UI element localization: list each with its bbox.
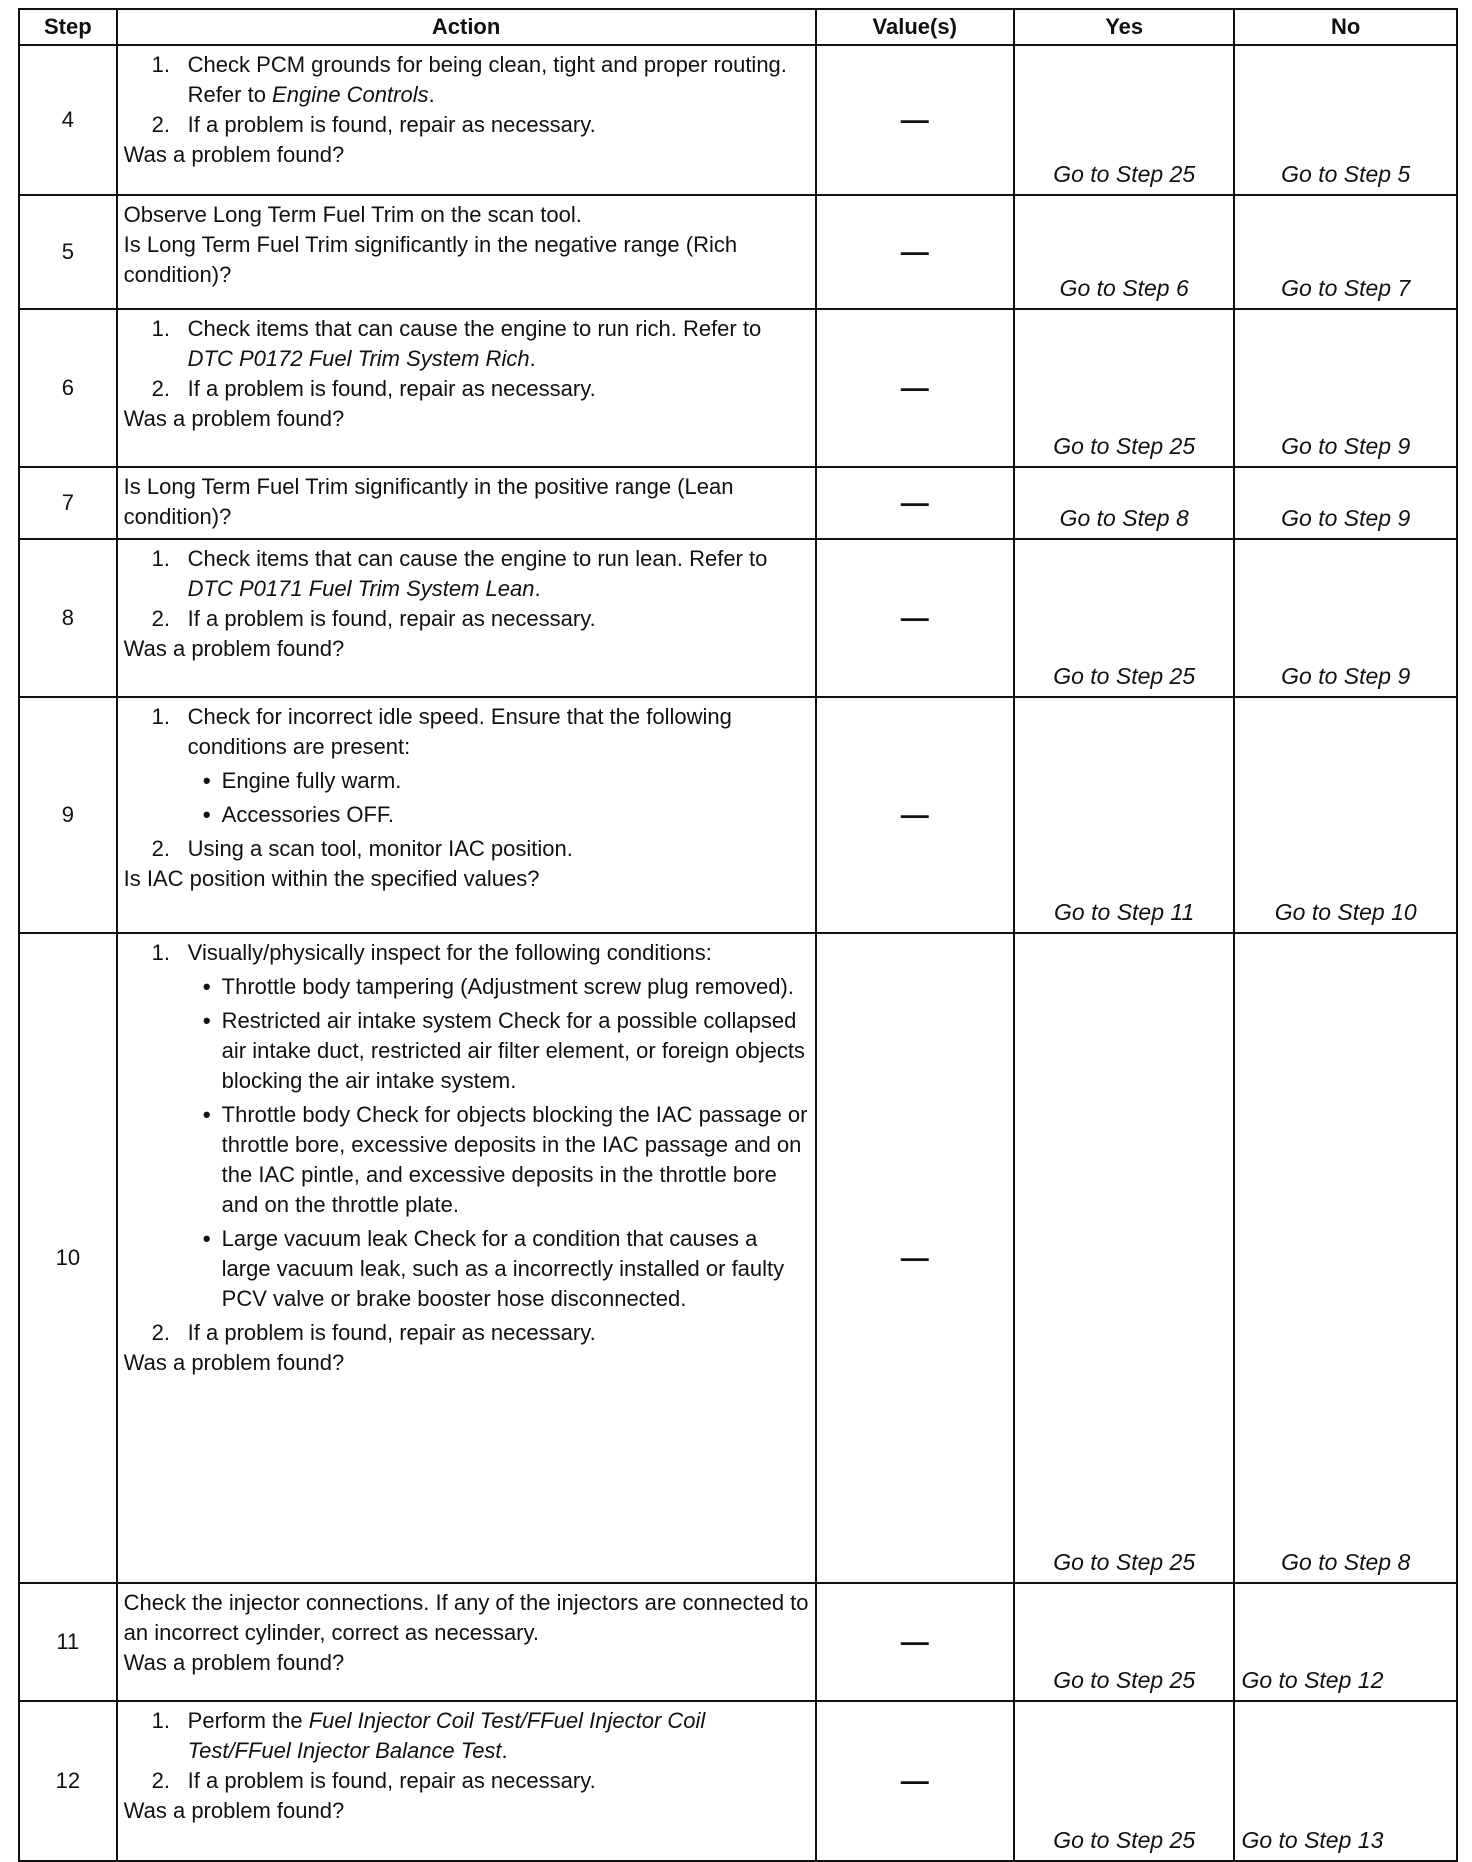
item-number: 2.	[151, 112, 171, 137]
no-goto-link[interactable]: Go to Step 8	[1234, 933, 1457, 1583]
action-step-item	[152, 604, 809, 634]
header-no: No	[1234, 9, 1457, 45]
yes-goto-link[interactable]: Go to Step 25	[1014, 45, 1235, 195]
action-intro: Observe Long Term Fuel Trim on the scan tool.	[123, 202, 582, 227]
procedure-reference-link[interactable]: DTC P0172 Fuel Trim System Rich	[187, 346, 530, 371]
bullet-text: Restricted air intake system Check for a possible collapsed air intake duct, restricted air filter element, or foreign objects blocking the air intake system.	[221, 1008, 805, 1093]
value-cell: —	[816, 45, 1014, 195]
yes-goto-link[interactable]: Go to Step 25	[1014, 309, 1235, 467]
value-cell: —	[816, 1701, 1014, 1861]
action-step-item	[152, 1766, 809, 1796]
table-row	[19, 467, 1457, 539]
item-text-block	[188, 374, 809, 404]
value-cell: —	[816, 697, 1014, 933]
item-text: If a problem is found, repair as necessary.	[187, 1320, 596, 1345]
action-question: Is Long Term Fuel Trim significantly in the negative range (Rich condition)?	[123, 232, 738, 287]
step-number: 8	[19, 539, 117, 697]
yes-goto-link[interactable]: Go to Step 6	[1014, 195, 1235, 309]
item-text-block	[188, 1706, 809, 1766]
table-row	[19, 933, 1457, 1583]
value-cell: —	[816, 467, 1014, 539]
item-number: 2.	[151, 1768, 171, 1793]
step-number: 12	[19, 1701, 117, 1861]
bullet-item	[192, 800, 809, 830]
item-text: If a problem is found, repair as necessary.	[187, 112, 596, 137]
value-cell: —	[816, 309, 1014, 467]
procedure-reference-link[interactable]: Fuel Injector Coil Test/FFuel Injector Coil Test/FFuel Injector Balance Test	[187, 1708, 706, 1763]
procedure-reference-link[interactable]: Engine Controls	[272, 82, 429, 107]
action-question: Was a problem found?	[123, 1350, 345, 1375]
action-cell	[117, 539, 816, 697]
no-goto-link[interactable]: Go to Step 13	[1234, 1701, 1457, 1861]
yes-goto-link[interactable]: Go to Step 25	[1014, 539, 1235, 697]
header-step: Step	[19, 9, 117, 45]
header-action: Action	[117, 9, 816, 45]
bullet-text: Engine fully warm.	[221, 768, 402, 793]
step-number: 9	[19, 697, 117, 933]
no-goto-link[interactable]: Go to Step 12	[1234, 1583, 1457, 1701]
bullet-icon: •	[202, 768, 211, 793]
item-text: Check items that can cause the engine to run rich. Refer to	[187, 316, 762, 341]
diagnostic-table	[18, 8, 1458, 1862]
item-text-block	[188, 834, 809, 864]
item-number: 2.	[151, 606, 171, 631]
item-text: If a problem is found, repair as necessary.	[187, 1768, 596, 1793]
item-text-block	[188, 702, 809, 762]
action-cell	[117, 309, 816, 467]
action-question: Was a problem found?	[123, 1798, 345, 1823]
no-goto-link[interactable]: Go to Step 5	[1234, 45, 1457, 195]
action-intro: Check the injector connections. If any of the injectors are connected to an incorrect cylinder, correct as necessary.	[123, 1590, 809, 1645]
step-number: 4	[19, 45, 117, 195]
item-number: 1.	[151, 316, 171, 341]
bullet-item	[192, 1006, 809, 1096]
action-cell	[117, 45, 816, 195]
action-cell	[117, 195, 816, 309]
action-question: Was a problem found?	[123, 142, 345, 167]
action-question: Is Long Term Fuel Trim significantly in the positive range (Lean condition)?	[123, 474, 734, 529]
table-row	[19, 1583, 1457, 1701]
action-step-item	[152, 702, 809, 762]
header-values: Value(s)	[816, 9, 1014, 45]
item-text-block	[188, 938, 809, 968]
action-step-item	[152, 110, 809, 140]
action-question: Was a problem found?	[123, 406, 345, 431]
item-number: 1.	[151, 52, 171, 77]
item-number: 1.	[151, 546, 171, 571]
no-goto-link[interactable]: Go to Step 9	[1234, 467, 1457, 539]
item-text: Visually/physically inspect for the following conditions:	[187, 940, 712, 965]
step-number: 6	[19, 309, 117, 467]
item-number: 1.	[151, 940, 171, 965]
value-cell: —	[816, 539, 1014, 697]
item-text: Check PCM grounds for being clean, tight and proper routing. Refer to	[187, 52, 787, 107]
value-cell: —	[816, 195, 1014, 309]
header-yes: Yes	[1014, 9, 1235, 45]
action-cell	[117, 1583, 816, 1701]
table-row	[19, 195, 1457, 309]
item-text: If a problem is found, repair as necessary.	[187, 376, 596, 401]
yes-goto-link[interactable]: Go to Step 25	[1014, 1701, 1235, 1861]
action-step-item	[152, 938, 809, 968]
yes-goto-link[interactable]: Go to Step 25	[1014, 933, 1235, 1583]
step-number: 7	[19, 467, 117, 539]
item-text-block	[188, 110, 809, 140]
action-cell	[117, 1701, 816, 1861]
item-text: Check items that can cause the engine to run lean. Refer to	[187, 546, 768, 571]
step-number: 5	[19, 195, 117, 309]
no-goto-link[interactable]: Go to Step 9	[1234, 309, 1457, 467]
item-number: 2.	[151, 836, 171, 861]
yes-goto-link[interactable]: Go to Step 11	[1014, 697, 1235, 933]
bullet-text: Throttle body tampering (Adjustment screw plug removed).	[221, 974, 794, 999]
item-text-end: .	[534, 576, 541, 601]
bullet-icon: •	[202, 974, 211, 999]
action-question: Was a problem found?	[123, 1650, 345, 1675]
no-goto-link[interactable]: Go to Step 7	[1234, 195, 1457, 309]
item-text: Check for incorrect idle speed. Ensure that the following conditions are present:	[187, 704, 732, 759]
item-text-end: .	[428, 82, 435, 107]
item-text-block	[188, 544, 809, 604]
yes-goto-link[interactable]: Go to Step 8	[1014, 467, 1235, 539]
item-text-block	[188, 1318, 809, 1348]
action-step-item	[152, 50, 809, 110]
item-text: Using a scan tool, monitor IAC position.	[187, 836, 573, 861]
item-text-block	[188, 1766, 809, 1796]
action-step-item	[152, 1706, 809, 1766]
item-text: Perform the	[187, 1708, 309, 1733]
action-question: Is IAC position within the specified values?	[123, 866, 540, 891]
step-number: 11	[19, 1583, 117, 1701]
bullet-item	[192, 766, 809, 796]
action-question: Was a problem found?	[123, 636, 345, 661]
value-cell: —	[816, 1583, 1014, 1701]
item-number: 2.	[151, 376, 171, 401]
table-row	[19, 539, 1457, 697]
yes-goto-link[interactable]: Go to Step 25	[1014, 1583, 1235, 1701]
bullet-item	[192, 1100, 809, 1220]
step-number: 10	[19, 933, 117, 1583]
value-cell: —	[816, 933, 1014, 1583]
table-row	[19, 45, 1457, 195]
action-cell	[117, 697, 816, 933]
table-body	[19, 45, 1457, 1861]
procedure-reference-link[interactable]: DTC P0171 Fuel Trim System Lean	[187, 576, 535, 601]
bullet-text: Accessories OFF.	[221, 802, 395, 827]
no-goto-link[interactable]: Go to Step 9	[1234, 539, 1457, 697]
bullet-icon: •	[202, 1102, 211, 1127]
table-row	[19, 697, 1457, 933]
action-step-item	[152, 374, 809, 404]
bullet-text: Throttle body Check for objects blocking the IAC passage or throttle bore, excessive deposits in the IAC passage and on the IAC pintle, and excessive deposits in the throttle bore and on the throttle plate.	[221, 1102, 808, 1217]
item-text-end: .	[529, 346, 536, 371]
item-text-block	[188, 50, 809, 110]
item-text-block	[188, 604, 809, 634]
item-text-block	[188, 314, 809, 374]
table-header	[19, 9, 1457, 45]
item-text-end: .	[501, 1738, 508, 1763]
bullet-icon: •	[202, 1226, 211, 1251]
item-number: 2.	[151, 1320, 171, 1345]
bullet-icon: •	[202, 1008, 211, 1033]
action-step-item	[152, 314, 809, 374]
bullet-icon: •	[202, 802, 211, 827]
table-row	[19, 309, 1457, 467]
action-step-item	[152, 1318, 809, 1348]
table-row	[19, 1701, 1457, 1861]
bullet-item	[192, 1224, 809, 1314]
bullet-text: Large vacuum leak Check for a condition that causes a large vacuum leak, such as a incorrectly installed or faulty PCV valve or brake booster hose disconnected.	[221, 1226, 785, 1311]
item-text: If a problem is found, repair as necessary.	[187, 606, 596, 631]
item-number: 1.	[151, 704, 171, 729]
action-step-item	[152, 544, 809, 604]
action-cell	[117, 467, 816, 539]
no-goto-link[interactable]: Go to Step 10	[1234, 697, 1457, 933]
page	[18, 8, 1458, 1862]
bullet-item	[192, 972, 809, 1002]
action-cell	[117, 933, 816, 1583]
action-step-item	[152, 834, 809, 864]
item-number: 1.	[151, 1708, 171, 1733]
